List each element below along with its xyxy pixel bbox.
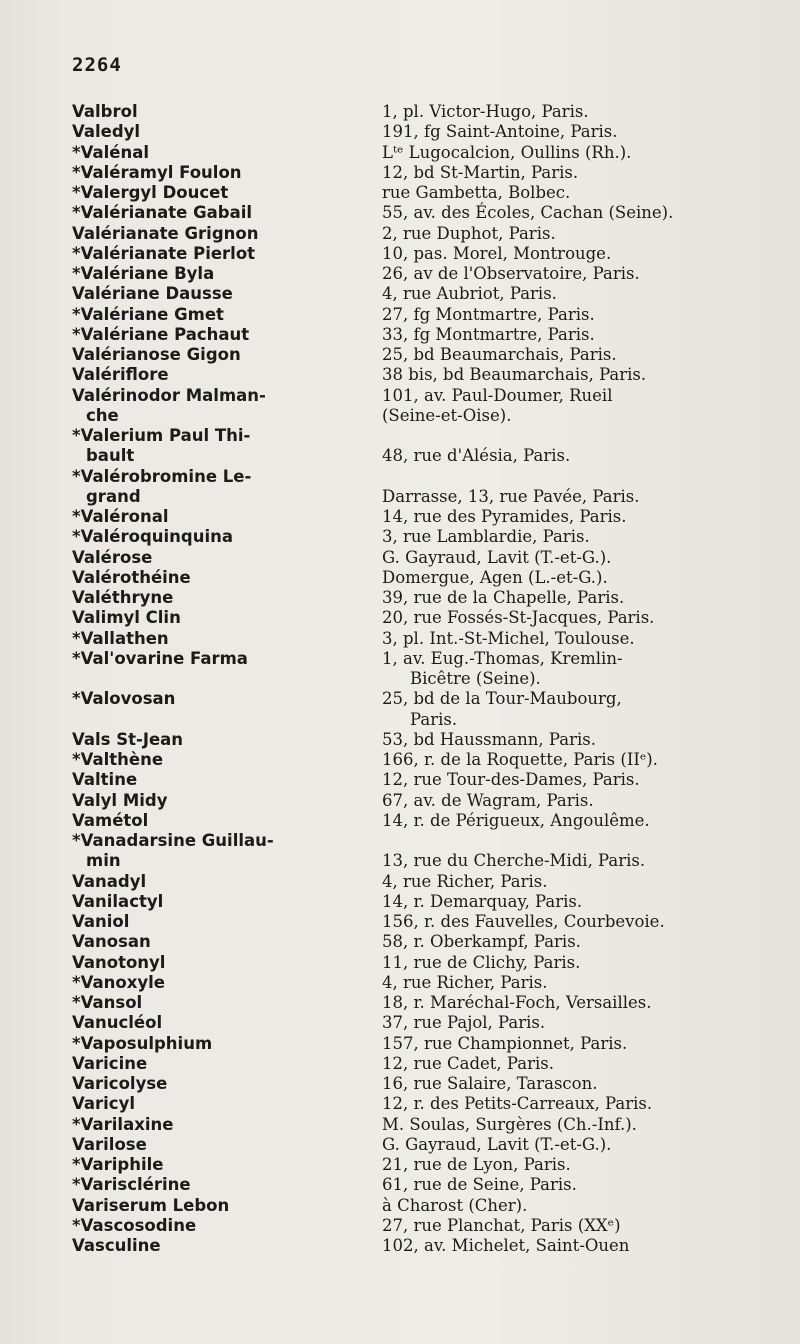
product-address: 55, av. des Écoles, Cachan (Seine). (382, 203, 674, 223)
product-address: Darrasse, 13, rue Pavée, Paris. (382, 486, 640, 506)
product-name: Vasculine (72, 1236, 161, 1255)
directory-entry (72, 608, 732, 628)
product-name: *Valériane Gmet (72, 304, 224, 324)
product-name: *Valéroquinquina (72, 527, 234, 547)
product-address: 14, r. de Périgueux, Angoulême. (382, 810, 650, 830)
product-name: Vanucléol (72, 1013, 163, 1033)
product-name: *Vascosodine (72, 1215, 197, 1235)
product-name: *Valérianate Gabail (72, 203, 253, 223)
directory-entry (72, 791, 732, 811)
product-name: *Vansol (72, 993, 143, 1012)
product-name: *Vaposulphium (72, 1033, 213, 1053)
product-name: Variserum Lebon (72, 1195, 230, 1215)
product-name: Valérianose Gigon (72, 345, 241, 364)
directory-entry (72, 669, 732, 689)
product-name: min (86, 851, 121, 871)
directory-entry (72, 122, 732, 142)
directory-entry (72, 831, 732, 851)
product-address: 4, rue Richer, Paris. (382, 972, 548, 992)
product-name: *Vallathen (72, 628, 169, 648)
product-name: *Varilaxine (72, 1114, 174, 1134)
product-name: Valérose (72, 547, 153, 567)
product-name: Vals St-Jean (72, 729, 184, 749)
product-address: 4, rue Richer, Paris. (382, 871, 548, 891)
directory-entry (72, 507, 732, 527)
product-address: 156, r. des Fauvelles, Courbevoie. (382, 912, 665, 931)
directory-entry (72, 811, 732, 831)
product-name: Valérinodor Malman- (72, 385, 266, 405)
directory-entry (72, 467, 732, 487)
product-address: 53, bd Haussmann, Paris. (382, 729, 596, 749)
directory-entry (72, 953, 732, 973)
product-name: che (86, 405, 119, 425)
product-address: 1, av. Eug.-Thomas, Kremlin- (382, 648, 623, 668)
directory-entry (72, 750, 732, 770)
product-address: 10, pas. Morel, Montrouge. (382, 243, 612, 263)
directory-entry (72, 548, 732, 568)
directory-listing (72, 102, 732, 1256)
directory-entry (72, 1115, 732, 1135)
product-name: grand (86, 486, 141, 506)
page-number: 2264 (72, 54, 122, 76)
product-address: M. Soulas, Surgères (Ch.-Inf.). (382, 1114, 637, 1134)
product-address: 12, rue Cadet, Paris. (382, 1053, 554, 1073)
product-address: 25, bd Beaumarchais, Paris. (382, 345, 617, 364)
product-address: Bicêtre (Seine). (410, 669, 541, 688)
product-address: 27, fg Montmartre, Paris. (382, 304, 595, 324)
directory-entry (72, 689, 732, 709)
directory-entry (72, 993, 732, 1013)
directory-entry (72, 446, 732, 466)
product-address: 27, rue Planchat, Paris (XXᵉ) (382, 1215, 621, 1235)
product-name: *Valériane Pachaut (72, 324, 250, 344)
product-name: Valériane Dausse (72, 284, 233, 304)
product-address: 12, rue Tour-des-Dames, Paris. (382, 770, 640, 790)
product-name: Valtine (72, 770, 138, 790)
product-address: 4, rue Aubriot, Paris. (382, 284, 557, 304)
product-name: *Valénal (72, 142, 150, 162)
directory-entry (72, 183, 732, 203)
product-address: 102, av. Michelet, Saint-Ouen (382, 1236, 630, 1255)
directory-entry (72, 892, 732, 912)
product-name: Valériflore (72, 365, 169, 385)
product-address: 14, rue des Pyramides, Paris. (382, 507, 627, 526)
product-address: (Seine-et-Oise). (382, 405, 512, 425)
product-name: *Vanadarsine Guillau- (72, 831, 274, 850)
product-address: rue Gambetta, Bolbec. (382, 183, 571, 202)
product-address: Domergue, Agen (L.-et-G.). (382, 567, 608, 587)
product-address: 3, rue Lamblardie, Paris. (382, 527, 590, 547)
product-name: *Valériane Byla (72, 264, 215, 283)
product-address: 21, rue de Lyon, Paris. (382, 1155, 571, 1174)
product-name: *Valthène (72, 750, 164, 769)
directory-entry (72, 710, 732, 730)
directory-entry (72, 1054, 732, 1074)
directory-entry (72, 426, 732, 446)
product-address: 14, r. Demarquay, Paris. (382, 891, 583, 911)
product-address: 37, rue Pajol, Paris. (382, 1013, 546, 1033)
product-name: Vanadyl (72, 871, 147, 891)
product-address: 38 bis, bd Beaumarchais, Paris. (382, 365, 647, 385)
directory-entry (72, 1135, 732, 1155)
product-address: 58, r. Oberkampf, Paris. (382, 932, 581, 952)
product-address: 13, rue du Cherche-Midi, Paris. (382, 851, 646, 871)
product-name: *Variphile (72, 1155, 164, 1174)
directory-entry (72, 770, 732, 790)
product-address: 101, av. Paul-Doumer, Rueil (382, 385, 613, 405)
product-address: à Charost (Cher). (382, 1195, 528, 1215)
product-name: *Valérobromine Le- (72, 466, 252, 486)
product-name: Varicolyse (72, 1074, 168, 1093)
directory-entry (72, 568, 732, 588)
product-name: Valéthryne (72, 588, 174, 607)
product-address: 166, r. de la Roquette, Paris (IIᵉ). (382, 750, 658, 769)
product-address: 191, fg Saint-Antoine, Paris. (382, 122, 618, 142)
product-address: 48, rue d'Alésia, Paris. (382, 446, 571, 466)
product-name: Vaniol (72, 912, 130, 931)
product-address: 33, fg Montmartre, Paris. (382, 324, 595, 344)
product-address: 2, rue Duphot, Paris. (382, 223, 556, 243)
product-name: Vamétol (72, 810, 149, 830)
product-name: Valimyl Clin (72, 608, 181, 628)
directory-entry (72, 406, 732, 426)
directory-entry (72, 203, 732, 223)
product-address: 3, pl. Int.-St-Michel, Toulouse. (382, 628, 635, 648)
product-name: *Varisclérine (72, 1175, 191, 1195)
directory-entry (72, 1196, 732, 1216)
directory-entry (72, 163, 732, 183)
product-name: *Valergyl Doucet (72, 183, 229, 202)
directory-entry (72, 1034, 732, 1054)
product-address: G. Gayraud, Lavit (T.-et-G.). (382, 1134, 612, 1154)
product-name: Valérothéine (72, 567, 191, 587)
directory-entry (72, 264, 732, 284)
product-name: *Valérianate Pierlot (72, 243, 256, 263)
directory-entry (72, 325, 732, 345)
directory-entry (72, 1216, 732, 1236)
product-name: Valérianate Grignon (72, 223, 259, 243)
directory-entry (72, 629, 732, 649)
product-name: *Val'ovarine Farma (72, 648, 248, 668)
product-name: bault (86, 446, 135, 466)
directory-entry (72, 1094, 732, 1114)
product-address: 12, bd St-Martin, Paris. (382, 162, 579, 182)
directory-entry (72, 730, 732, 750)
product-name: Valbrol (72, 102, 138, 121)
product-address: Paris. (410, 709, 458, 729)
product-address: 20, rue Fossés-St-Jacques, Paris. (382, 608, 655, 628)
directory-entry (72, 365, 732, 385)
product-name: *Valéramyl Foulon (72, 162, 242, 182)
product-address: 67, av. de Wagram, Paris. (382, 790, 594, 810)
directory-entry (72, 932, 732, 952)
product-name: *Valéronal (72, 507, 169, 526)
product-name: Vanosan (72, 932, 151, 952)
product-address: 26, av de l'Observatoire, Paris. (382, 264, 640, 283)
directory-entry (72, 1236, 732, 1256)
directory-entry (72, 1013, 732, 1033)
product-address: G. Gayraud, Lavit (T.-et-G.). (382, 547, 612, 567)
product-name: Vanotonyl (72, 952, 166, 972)
directory-entry (72, 143, 732, 163)
directory-entry (72, 102, 732, 122)
product-name: *Valerium Paul Thi- (72, 426, 251, 445)
product-address: 1, pl. Victor-Hugo, Paris. (382, 102, 589, 121)
directory-entry (72, 487, 732, 507)
directory-entry (72, 851, 732, 871)
directory-entry (72, 1155, 732, 1175)
directory-entry (72, 224, 732, 244)
product-name: Vanilactyl (72, 891, 164, 911)
directory-entry (72, 305, 732, 325)
product-address: 16, rue Salaire, Tarascon. (382, 1074, 598, 1093)
directory-entry (72, 386, 732, 406)
product-address: Lᵗᵉ Lugocalcion, Oullins (Rh.). (382, 142, 632, 162)
product-name: Varicyl (72, 1094, 135, 1114)
product-name: Varilose (72, 1134, 147, 1154)
directory-entry (72, 284, 732, 304)
product-address: 18, r. Maréchal-Foch, Versailles. (382, 993, 652, 1012)
product-name: Valedyl (72, 122, 141, 142)
directory-entry (72, 649, 732, 669)
directory-entry (72, 588, 732, 608)
product-address: 11, rue de Clichy, Paris. (382, 952, 581, 972)
product-name: Varicine (72, 1053, 148, 1073)
product-name: Valyl Midy (72, 790, 168, 810)
product-address: 39, rue de la Chapelle, Paris. (382, 588, 625, 607)
product-address: 157, rue Championnet, Paris. (382, 1033, 628, 1053)
directory-entry (72, 1175, 732, 1195)
product-name: *Vanoxyle (72, 972, 165, 992)
product-address: 12, r. des Petits-Carreaux, Paris. (382, 1094, 653, 1114)
directory-entry (72, 872, 732, 892)
directory-entry (72, 973, 732, 993)
product-address: 25, bd de la Tour-Maubourg, (382, 689, 622, 709)
directory-entry (72, 527, 732, 547)
directory-entry (72, 244, 732, 264)
directory-entry (72, 345, 732, 365)
directory-entry (72, 1074, 732, 1094)
product-address: 61, rue de Seine, Paris. (382, 1175, 577, 1195)
directory-entry (72, 912, 732, 932)
product-name: *Valovosan (72, 689, 176, 709)
